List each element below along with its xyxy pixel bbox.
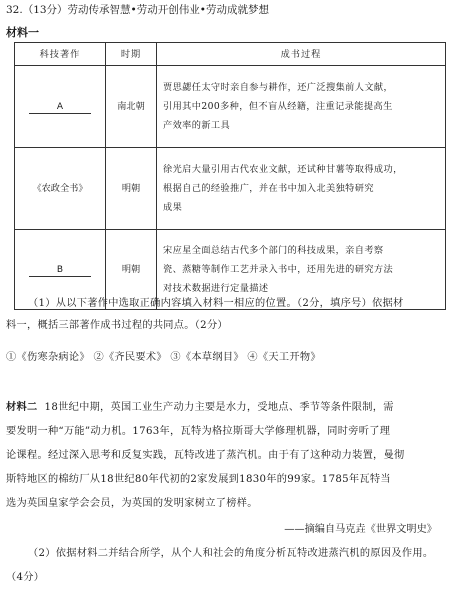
material2-line: 斯特地区的棉纺厂从18世纪80年代初的2家发展到1830年的99家。1785年瓦特当 (6, 474, 391, 485)
material2-source: ——摘编自马克垚《世界文明史》 (284, 524, 437, 535)
material2-line: 18世纪中期，英国工业生产动力主要是水力，受地点、季节等条件限制，需 (44, 402, 394, 413)
option-4: ④《天工开物》 (247, 352, 321, 363)
blank-a[interactable]: A (29, 101, 91, 114)
header-process: 成书过程 (157, 43, 446, 66)
blank-b[interactable]: B (29, 264, 91, 277)
material2-line: 要发明一种“万能”动力机。1763年，瓦特为格拉斯哥大学修理机器，同时旁听了理 (6, 426, 391, 437)
process-line: 贾思勰任太守时亲自参与耕作，还广泛搜集前人文献， (163, 82, 394, 93)
process-line: 成果 (163, 202, 183, 213)
question-1-line: （1）从以下著作中选取正确内容填入材料一相应的位置。（2分，填序号）依据材 (28, 298, 404, 309)
options-row (6, 348, 321, 363)
process-cell (157, 66, 446, 148)
question-1-line: 料一，概括三部著作成书过程的共同点。（2分） (6, 320, 228, 331)
option-3: ③《本草纲目》 (170, 352, 244, 363)
period-cell: 明朝 (106, 148, 157, 230)
table-row (15, 66, 446, 148)
header-period: 时期 (106, 43, 157, 66)
process-line: 徐光启大量引用古代农业文献，还试种甘薯等取得成功， (163, 164, 403, 175)
material2-label: 材料二 (6, 402, 38, 413)
option-2: ②《齐民要术》 (93, 352, 167, 363)
process-line: 对技术数据进行定量描述 (163, 283, 269, 294)
process-line: 宋应星全面总结古代多个部门的科技成果，亲自考察 (163, 245, 384, 256)
process-line: 瓷、蒸糖等制作工艺并录入书中，还用先进的研究方法 (163, 264, 394, 275)
process-line: 产效率的新工具 (163, 120, 231, 131)
book-cell[interactable] (15, 66, 106, 148)
option-1: ①《伤寒杂病论》 (6, 352, 90, 363)
material1-label: 材料一 (6, 26, 39, 39)
table-header-row (15, 43, 446, 66)
question-2-line: （4分） (6, 572, 45, 583)
process-cell (157, 148, 446, 230)
process-line: 引用其中200多种，但不盲从经籍，注重记录能提高生 (163, 101, 393, 112)
header-book: 科技著作 (15, 43, 106, 66)
question-title: 32.（13分）劳动传承智慧•劳动开创伟业•劳动成就梦想 (6, 4, 269, 16)
material2-line: 论课程。经过深入思考和反复实践，瓦特改进了蒸汽机。由于有了这种动力装置，曼彻 (6, 450, 405, 461)
period-cell: 明朝 (106, 230, 157, 310)
material1-table (14, 42, 446, 310)
process-line: 根据自己的经验推广，并在书中加入北美独特研究 (163, 183, 374, 194)
book-cell: 《农政全书》 (15, 148, 106, 230)
material2-first-line (6, 398, 394, 418)
question-2-line: （2）依据材料二并结合所学，从个人和社会的角度分析瓦特改进蒸汽机的原因及作用。 (28, 548, 434, 559)
material2-line: 选为英国皇家学会会员，为英国的发明家树立了榜样。 (6, 498, 258, 509)
period-cell: 南北朝 (106, 66, 157, 148)
table-row (15, 148, 446, 230)
